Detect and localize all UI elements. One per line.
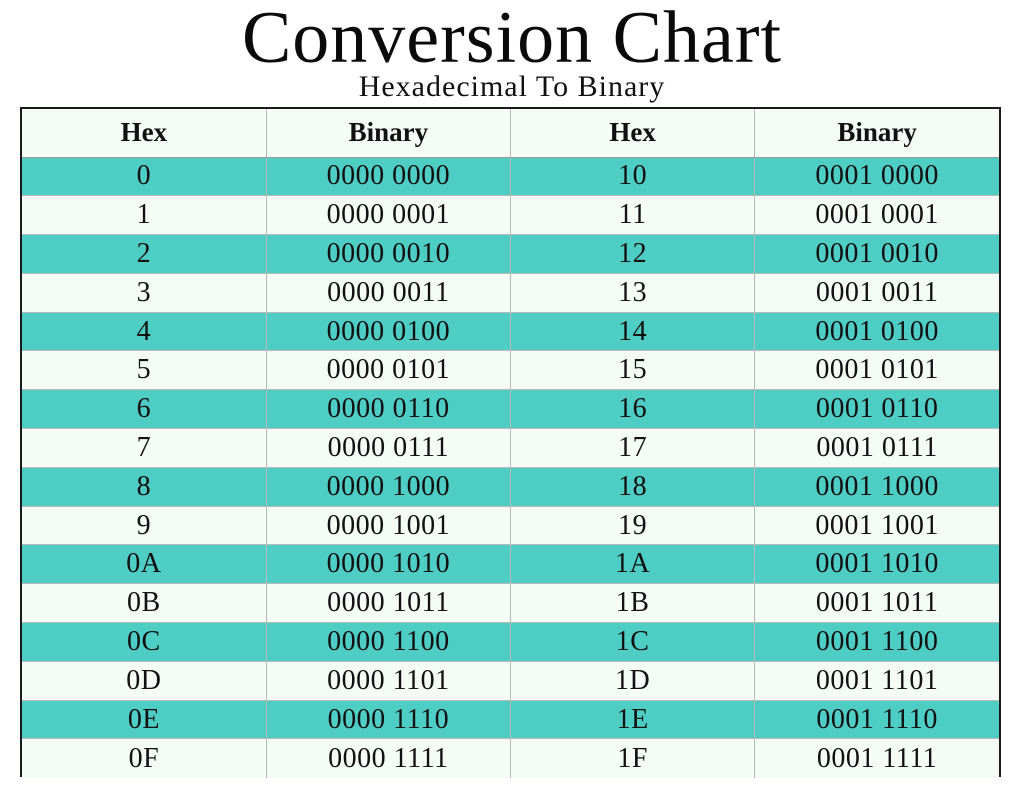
- cell-hex-1: 3: [22, 273, 266, 312]
- cell-binary-2: 0001 1111: [755, 739, 999, 778]
- table-row: [22, 273, 999, 312]
- cell-hex-2: 15: [511, 351, 755, 390]
- cell-binary-1: 0000 1110: [266, 700, 510, 739]
- cell-hex-1: 7: [22, 429, 266, 468]
- cell-binary-1: 0000 0110: [266, 390, 510, 429]
- cell-binary-1: 0000 1101: [266, 661, 510, 700]
- cell-hex-2: 10: [511, 157, 755, 196]
- cell-binary-2: 0001 1101: [755, 661, 999, 700]
- cell-binary-2: 0001 1010: [755, 545, 999, 584]
- cell-binary-2: 0001 0100: [755, 312, 999, 351]
- table-row: [22, 623, 999, 662]
- page-subtitle: Hexadecimal To Binary: [358, 70, 666, 103]
- cell-hex-1: 8: [22, 467, 266, 506]
- cell-hex-2: 1F: [511, 739, 755, 778]
- cell-binary-1: 0000 0100: [266, 312, 510, 351]
- header-hex-2: Hex: [511, 109, 755, 157]
- cell-hex-2: 1A: [511, 545, 755, 584]
- table-row: [22, 312, 999, 351]
- cell-hex-2: 14: [511, 312, 755, 351]
- cell-hex-1: 5: [22, 351, 266, 390]
- cell-binary-2: 0001 1110: [755, 700, 999, 739]
- cell-hex-1: 4: [22, 312, 266, 351]
- cell-binary-2: 0001 1001: [755, 506, 999, 545]
- cell-binary-2: 0001 1100: [755, 623, 999, 662]
- cell-binary-1: 0000 1011: [266, 584, 510, 623]
- cell-hex-1: 0A: [22, 545, 266, 584]
- cell-binary-2: 0001 0011: [755, 273, 999, 312]
- table-row: [22, 351, 999, 390]
- table-row: [22, 700, 999, 739]
- cell-hex-2: 1D: [511, 661, 755, 700]
- table-row: [22, 545, 999, 584]
- header-binary-2: Binary: [755, 109, 999, 157]
- cell-binary-1: 0000 1001: [266, 506, 510, 545]
- cell-binary-2: 0001 0111: [755, 429, 999, 468]
- cell-hex-1: 0: [22, 157, 266, 196]
- cell-hex-2: 1C: [511, 623, 755, 662]
- cell-hex-1: 0C: [22, 623, 266, 662]
- cell-binary-1: 0000 0010: [266, 235, 510, 274]
- cell-hex-2: 16: [511, 390, 755, 429]
- cell-hex-2: 13: [511, 273, 755, 312]
- cell-hex-1: 0B: [22, 584, 266, 623]
- cell-hex-2: 19: [511, 506, 755, 545]
- table-row: [22, 390, 999, 429]
- header-binary-1: Binary: [266, 109, 510, 157]
- cell-binary-1: 0000 1000: [266, 467, 510, 506]
- table-row: [22, 661, 999, 700]
- cell-binary-2: 0001 0101: [755, 351, 999, 390]
- table-row: [22, 235, 999, 274]
- cell-hex-2: 1B: [511, 584, 755, 623]
- table-body: [22, 157, 999, 778]
- cell-hex-1: 0E: [22, 700, 266, 739]
- page-title: Conversion Chart: [241, 0, 783, 79]
- table-row: [22, 584, 999, 623]
- cell-hex-2: 11: [511, 196, 755, 235]
- cell-binary-1: 0000 0111: [266, 429, 510, 468]
- cell-hex-1: 0F: [22, 739, 266, 778]
- cell-binary-1: 0000 1100: [266, 623, 510, 662]
- cell-binary-2: 0001 1011: [755, 584, 999, 623]
- cell-hex-1: 2: [22, 235, 266, 274]
- cell-hex-1: 0D: [22, 661, 266, 700]
- cell-hex-2: 18: [511, 467, 755, 506]
- cell-binary-1: 0000 0001: [266, 196, 510, 235]
- cell-hex-1: 6: [22, 390, 266, 429]
- cell-binary-2: 0001 0110: [755, 390, 999, 429]
- cell-hex-2: 17: [511, 429, 755, 468]
- cell-binary-1: 0000 0101: [266, 351, 510, 390]
- cell-binary-1: 0000 0000: [266, 157, 510, 196]
- header-hex-1: Hex: [22, 109, 266, 157]
- cell-binary-1: 0000 0011: [266, 273, 510, 312]
- cell-binary-2: 0001 1000: [755, 467, 999, 506]
- cell-binary-1: 0000 1111: [266, 739, 510, 778]
- conversion-table: [22, 109, 999, 778]
- table-header: [22, 109, 999, 157]
- cell-binary-2: 0001 0001: [755, 196, 999, 235]
- conversion-table-container: [20, 107, 1001, 777]
- cell-hex-2: 1E: [511, 700, 755, 739]
- cell-hex-1: 9: [22, 506, 266, 545]
- header-row: [22, 109, 999, 157]
- table-row: [22, 506, 999, 545]
- table-row: [22, 429, 999, 468]
- cell-binary-1: 0000 1010: [266, 545, 510, 584]
- cell-binary-2: 0001 0010: [755, 235, 999, 274]
- table-row: [22, 739, 999, 778]
- cell-hex-1: 1: [22, 196, 266, 235]
- table-row: [22, 157, 999, 196]
- cell-binary-2: 0001 0000: [755, 157, 999, 196]
- table-row: [22, 467, 999, 506]
- table-row: [22, 196, 999, 235]
- cell-hex-2: 12: [511, 235, 755, 274]
